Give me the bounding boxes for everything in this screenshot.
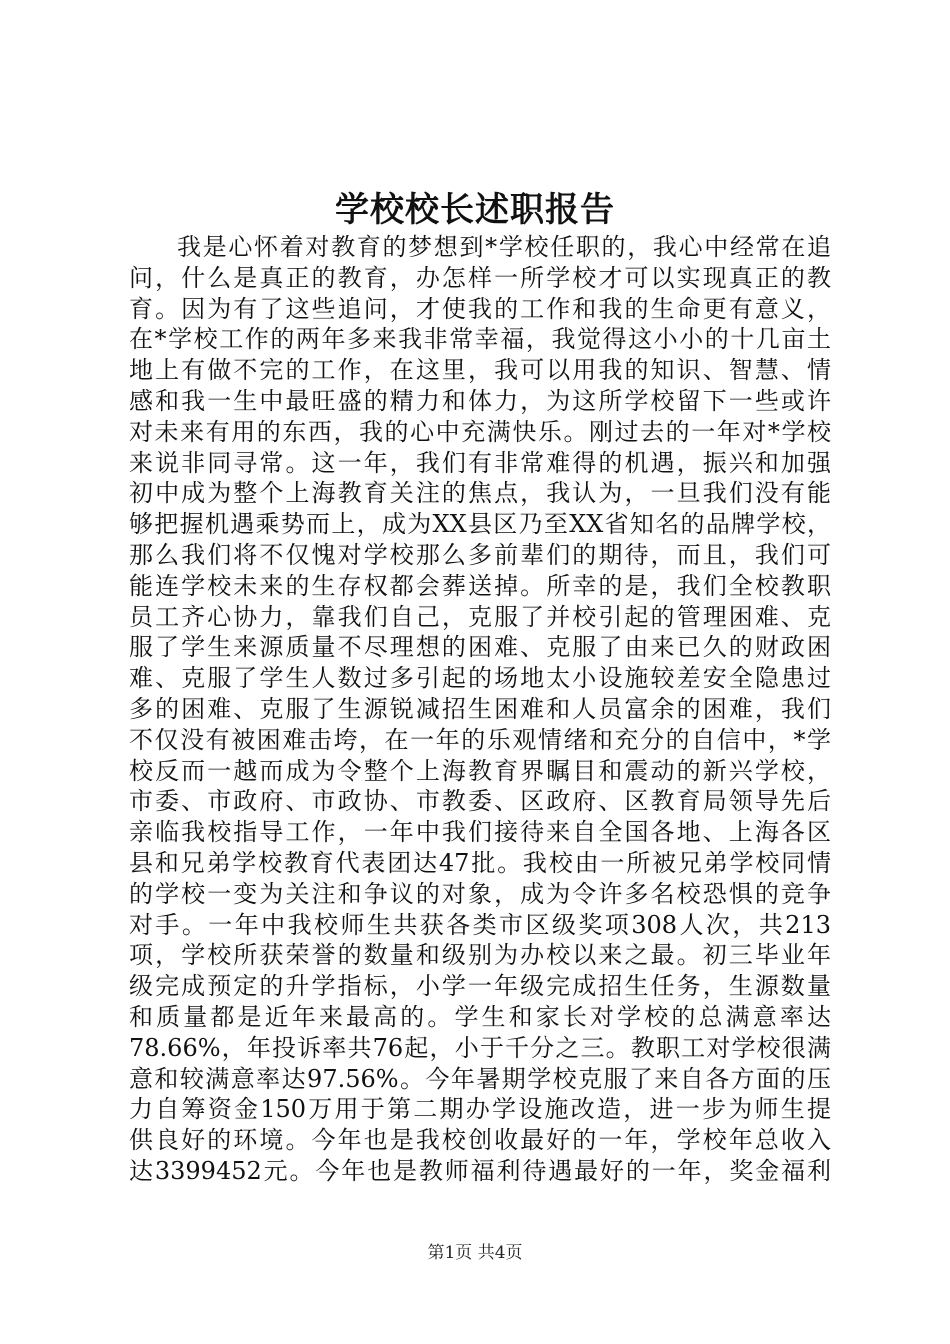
body-line: 服了学生来源质量不尽理想的困难、克服了由来已久的财政困	[129, 633, 831, 662]
body-line: 达3399452元。今年也是教师福利待遇最好的一年，奖金福利	[129, 1156, 831, 1185]
body-line: 市委、市政府、市政协、市教委、区政府、区教育局领导先后	[129, 787, 831, 816]
body-line: 供良好的环境。今年也是我校创收最好的一年，学校年总收入	[129, 1126, 831, 1155]
body-line: 来说非同寻常。这一年，我们有非常难得的机遇，振兴和加强	[129, 448, 831, 477]
document-body	[129, 232, 831, 1187]
page-footer	[0, 1241, 950, 1265]
body-line: 校反而一越而成为令整个上海教育界瞩目和震动的新兴学校，	[129, 756, 831, 785]
body-line: 在*学校工作的两年多来我非常幸福，我觉得这小小的十几亩土	[129, 325, 831, 354]
body-line: 不仅没有被困难击垮，在一年的乐观情绪和充分的自信中，*学	[129, 725, 831, 754]
body-line: 的学校一变为关注和争议的对象，成为令许多名校恐惧的竞争	[129, 879, 831, 908]
body-line: 和质量都是近年来最高的。学生和家长对学校的总满意率达	[129, 1002, 831, 1031]
body-line: 级完成预定的升学指标，小学一年级完成招生任务，生源数量	[129, 972, 831, 1001]
body-line: 地上有做不完的工作，在这里，我可以用我的知识、智慧、情	[129, 356, 831, 385]
document-title: 学校校长述职报告	[335, 190, 615, 230]
body-line: 对手。一年中我校师生共获各类市区级奖项308人次，共213	[129, 910, 831, 939]
body-line: 初中成为整个上海教育关注的焦点，我认为，一旦我们没有能	[129, 479, 831, 508]
body-line: 能连学校未来的生存权都会葬送掉。所幸的是，我们全校教职	[129, 571, 831, 600]
body-line: 亲临我校指导工作，一年中我们接待来自全国各地、上海各区	[129, 818, 831, 847]
body-line: 多的困难、克服了生源锐减招生困难和人员富余的困难，我们	[129, 694, 831, 723]
body-line: 够把握机遇乘势而上，成为XX县区乃至XX省知名的品牌学校，	[129, 510, 831, 539]
page-indicator: 第1页 共4页	[427, 1243, 523, 1263]
body-line: 县和兄弟学校教育代表团达47批。我校由一所被兄弟学校同情	[129, 848, 831, 877]
body-line: 那么我们将不仅愧对学校那么多前辈们的期待，而且，我们可	[129, 540, 831, 569]
body-line: 对未来有用的东西，我的心中充满快乐。刚过去的一年对*学校	[129, 417, 831, 446]
body-line: 员工齐心协力，靠我们自己，克服了并校引起的管理困难、克	[129, 602, 831, 631]
body-line: 育。因为有了这些追问，才使我的工作和我的生命更有意义，	[129, 294, 831, 323]
body-line: 感和我一生中最旺盛的精力和体力，为这所学校留下一些或许	[129, 386, 831, 415]
body-line: 难、克服了学生人数过多引起的场地太小设施较差安全隐患过	[129, 664, 831, 693]
body-line: 问，什么是真正的教育，办怎样一所学校才可以实现真正的教	[129, 263, 831, 292]
body-line: 我是心怀着对教育的梦想到*学校任职的，我心中经常在追	[177, 233, 831, 261]
body-line: 项，学校所获荣誉的数量和级别为办校以来之最。初三毕业年	[129, 941, 831, 970]
body-line: 意和较满意率达97.56%。今年暑期学校克服了来自各方面的压	[129, 1064, 831, 1093]
body-line: 力自筹资金150万用于第二期办学设施改造，进一步为师生提	[129, 1095, 831, 1124]
body-line: 78.66%，年投诉率共76起，小于千分之三。教职工对学校很满	[129, 1033, 831, 1062]
